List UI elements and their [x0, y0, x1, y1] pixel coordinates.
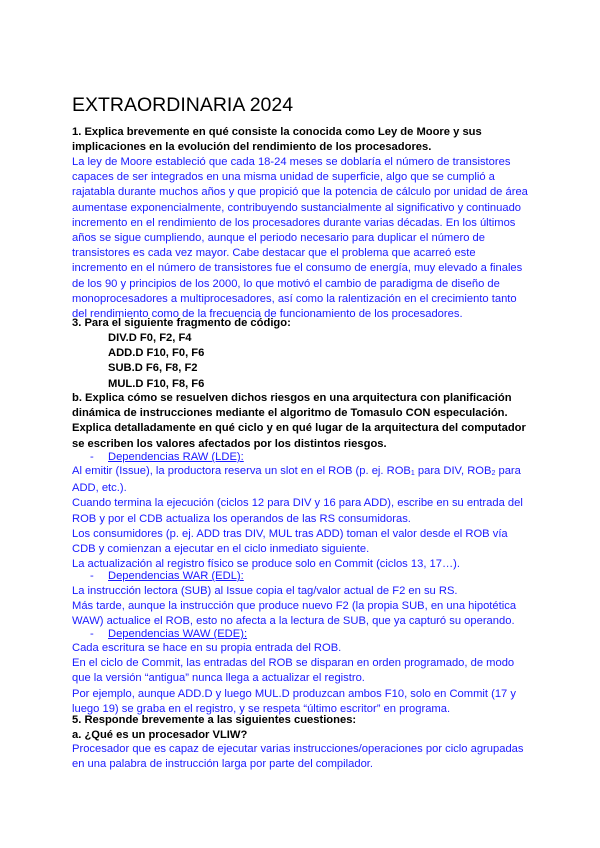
rob-subscript: 1	[410, 470, 415, 477]
answer-1-line: transistores es cada vez mayor. Cabe destacar que el problema que acarreó este	[72, 247, 476, 260]
waw-answer	[72, 641, 532, 717]
waw-heading	[90, 627, 247, 642]
question-1-line: 1. Explica brevemente en qué consiste la conocida como Ley de Moore y sus	[72, 126, 482, 138]
waw-line: Por ejemplo, aunque ADD.D y luego MUL.D produzcan ambos F10, solo en Commit (17 y	[72, 687, 516, 700]
answer-5a	[72, 742, 532, 772]
code-fragment	[108, 331, 204, 392]
waw-label: Dependencias WAW (EDE):	[108, 628, 248, 640]
raw-line: ROB y por el CDB actualiza los operandos de las RS consumidoras.	[72, 512, 411, 525]
waw-line: En el ciclo de Commit, las entradas del ROB se disparan en orden programado, de modo	[72, 657, 515, 670]
answer-5a-line: Procesador que es capaz de ejecutar varias instrucciones/operaciones por ciclo agrupadas	[72, 743, 524, 755]
code-line: ADD.D F10, F0, F6	[108, 347, 205, 360]
raw-line	[72, 464, 532, 481]
war-label: Dependencias WAR (EDL):	[108, 570, 244, 582]
question-5	[72, 713, 532, 743]
raw-line: Cuando termina la ejecución (ciclos 12 para DIV y 16 para ADD), escribe en su entrada del	[72, 497, 523, 510]
question-3b-line: dinámica de instrucciones mediante el algoritmo de Tomasulo CON especulación.	[72, 407, 508, 420]
raw-line: ADD, etc.).	[72, 482, 127, 495]
raw-line: CDB y comienzan a ejecutar en el ciclo inmediato siguiente.	[72, 543, 370, 556]
page-title: EXTRAORDINARIA 2024	[72, 94, 294, 116]
code-line: MUL.D F10, F8, F6	[108, 377, 205, 390]
war-line: La instrucción lectora (SUB) al Issue copia el tag/valor actual de F2 en su RS.	[72, 585, 458, 597]
war-line: Más tarde, aunque la instrucción que produce nuevo F2 (la propia SUB, en una hipotética	[72, 600, 517, 613]
answer-1-line: años se sigue cumpliendo, aunque el periodo necesario para duplicar el número de	[72, 232, 485, 245]
answer-1-line: incremento en el rendimiento de los procesadores durante varias décadas. En los últimos	[72, 216, 516, 229]
question-1-line: implicaciones en la evolución del rendimiento de los procesadores.	[72, 141, 432, 154]
raw-heading	[90, 450, 244, 465]
war-line: WAW) actualice el ROB, esto no afecta a la lectura de SUB, que ya capturó su operando.	[72, 615, 515, 628]
question-5-line: 5. Responde brevemente a las siguientes cuestiones:	[72, 714, 357, 726]
raw-line: Los consumidores (p. ej. ADD tras DIV, MUL tras ADD) toman el valor desde el ROB vía	[72, 527, 508, 540]
raw-line: La actualización al registro físico se produce solo en Commit (ciclos 13, 17…).	[72, 558, 461, 571]
answer-1-line: de los 90 y principios de los 2000, lo que motivó el cambio de paradigma de diseño de	[72, 277, 500, 290]
question-3b-line: se escriben los valores afectados por los distintos riesgos.	[72, 437, 387, 450]
bullet-dash: -	[90, 570, 94, 582]
question-3: 3. Para el siguiente fragmento de código:	[72, 317, 291, 329]
answer-1-line: del rendimiento como de la frecuencia de funcionamiento de los procesadores.	[72, 308, 463, 321]
waw-line: Cada escritura se hace en su propia entrada del ROB.	[72, 642, 342, 654]
bullet-dash: -	[90, 628, 94, 640]
raw-answer	[72, 464, 532, 572]
question-3b-line: b. Explica cómo se resuelven dichos riesgos en una arquitectura con planificación	[72, 392, 512, 404]
answer-1-line: capaces de ser integrados en una misma unidad de superficie, algo que se cumplió a	[72, 171, 495, 184]
answer-1-line: monoprocesadores a multiprocesadores, así como la ralentización en el crecimiento tanto	[72, 292, 517, 305]
answer-1	[72, 155, 532, 322]
war-heading	[90, 569, 244, 584]
bullet-dash: -	[90, 451, 94, 463]
question-3b	[72, 391, 532, 452]
answer-1-line: aumentase exponencialmente, contribuyendo sustancialmente al significativo y continuado	[72, 201, 522, 214]
question-3b-line: Explica detalladamente en qué ciclo y en qué lugar de la arquitectura del computador	[72, 422, 526, 435]
answer-5a-line: en una palabra de instrucción larga por parte del compilador.	[72, 758, 374, 771]
question-5a-line: a. ¿Qué es un procesador VLIW?	[72, 729, 248, 742]
raw-line-text: para DIV, ROB	[414, 465, 492, 477]
waw-line: luego 19) se graba en el registro, y se respeta “último escritor” en programa.	[72, 702, 451, 715]
code-line: DIV.D F0, F2, F4	[108, 332, 192, 344]
war-answer	[72, 584, 532, 630]
answer-1-line: La ley de Moore estableció que cada 18-24 meses se doblaría el número de transistores	[72, 156, 511, 168]
answer-1-line: rajatabla durante muchos años y que propició que la potencia de cálculo por unidad de área	[72, 186, 528, 199]
raw-line-text: para	[495, 465, 521, 477]
answer-1-line: incremento en el número de transistores fue el consumo de energía, muy elevado a finales	[72, 262, 523, 275]
raw-line-text: Al emitir (Issue), la productora reserva un slot en el ROB (p. ej. ROB	[72, 465, 411, 477]
code-line: SUB.D F6, F8, F2	[108, 362, 198, 375]
raw-label: Dependencias RAW (LDE):	[108, 451, 244, 463]
question-1	[72, 125, 532, 155]
waw-line: que la versión “antigua” nunca llega a actualizar el registro.	[72, 672, 365, 685]
rob-subscript: 2	[491, 470, 496, 477]
